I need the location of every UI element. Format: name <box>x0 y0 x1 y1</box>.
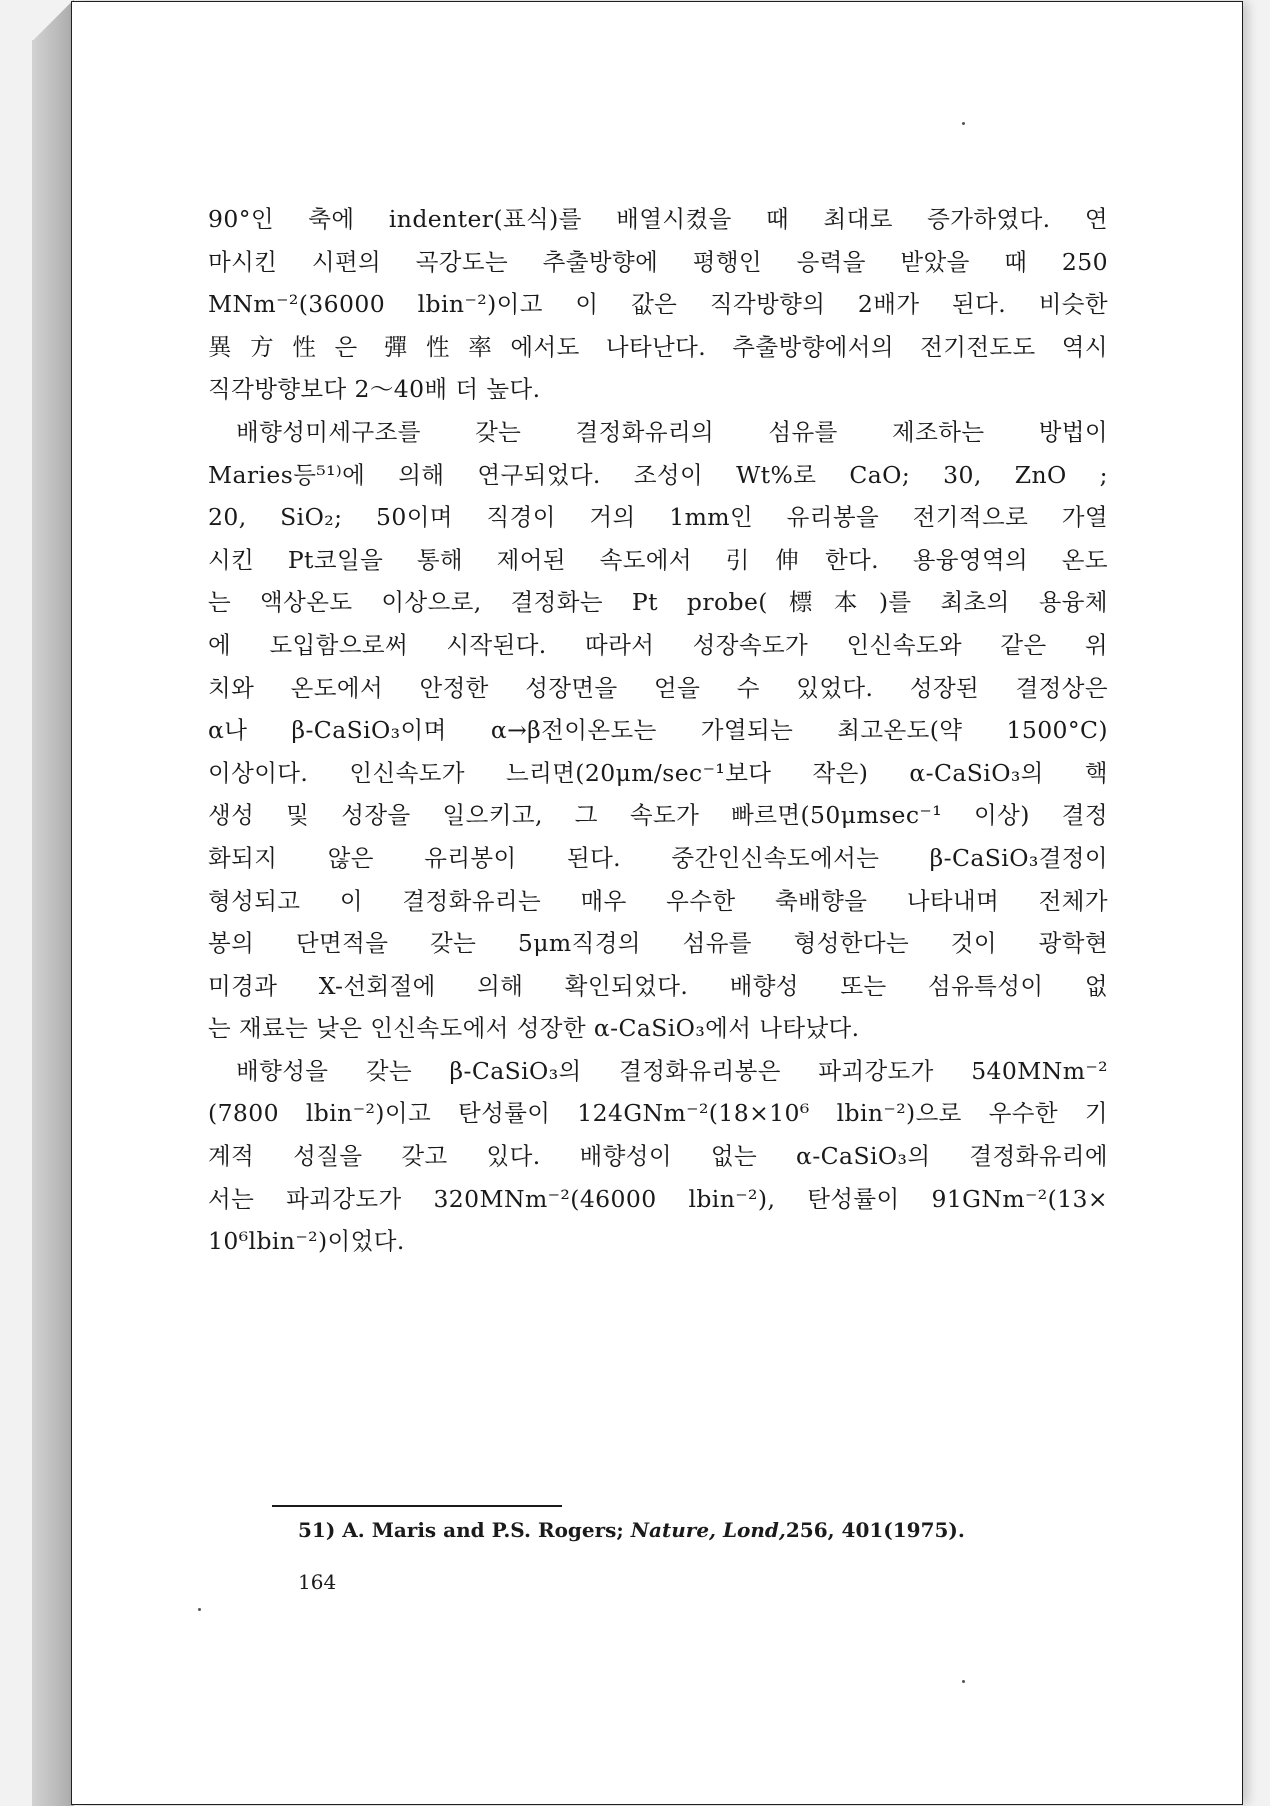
text-line: MNm⁻²(36000 lbin⁻²)이고 이 값은 직각방향의 2배가 된다. 비슷한 <box>208 290 1108 319</box>
text-line: 화되지 않은 유리봉이 된다. 중간인신속도에서는 β-CaSiO₃결정이 <box>208 843 1108 872</box>
text-line: 계적 성질을 갖고 있다. 배향성이 없는 α-CaSiO₃의 결정화유리에 <box>208 1142 1108 1171</box>
text-line: 이상이다. 인신속도가 느리면(20μm/sec⁻¹보다 작은) α-CaSiO₃의 핵 <box>208 758 1108 787</box>
footnote-authors: 51) A. Maris and P.S. Rogers; <box>298 1518 631 1542</box>
text-line: Maries등⁵¹⁾에 의해 연구되었다. 조성이 Wt%로 CaO; 30, ZnO ; <box>208 460 1108 489</box>
text-line: 배향성을 갖는 β-CaSiO₃의 결정화유리봉은 파괴강도가 540MNm⁻² <box>236 1056 1108 1085</box>
text-line: 마시킨 시편의 곡강도는 추출방향에 평행인 응력을 받았을 때 250 <box>208 247 1108 276</box>
text-line: 직각방향보다 2～40배 더 높다. <box>208 375 541 404</box>
book-spine-edge <box>32 0 74 1806</box>
text-line: 배향성미세구조를 갖는 결정화유리의 섬유를 제조하는 방법이 <box>236 417 1108 446</box>
footnote-citation: 256, 401(1975). <box>785 1518 965 1542</box>
text-line: α나 β-CaSiO₃이며 α→β전이온도는 가열되는 최고온도(약 1500°C) <box>208 716 1108 745</box>
text-line: 서는 파괴강도가 320MNm⁻²(46000 lbin⁻²), 탄성률이 91GNm⁻²(13× <box>208 1184 1108 1213</box>
text-line: (7800 lbin⁻²)이고 탄성률이 124GNm⁻²(18×10⁶ lbin⁻²)으로 우수한 기 <box>208 1099 1108 1128</box>
scan-speck <box>962 1680 965 1683</box>
text-line: 봉의 단면적을 갖는 5μm직경의 섬유를 형성한다는 것이 광학현 <box>208 929 1108 958</box>
text-line: 에 도입함으로써 시작된다. 따라서 성장속도가 인신속도와 같은 위 <box>208 630 1108 659</box>
text-line: 는 재료는 낮은 인신속도에서 성장한 α-CaSiO₃에서 나타났다. <box>208 1014 860 1043</box>
text-line: 시킨 Pt코일을 통해 제어된 속도에서 引伸한다. 용융영역의 온도 <box>208 545 1108 574</box>
paragraph-3 <box>208 1050 1108 1263</box>
paragraph-1 <box>208 198 1108 411</box>
book-corner <box>32 0 74 40</box>
scan-speck <box>198 1608 201 1611</box>
text-line: 는 액상온도 이상으로, 결정화는 Pt probe(標本)를 최초의 용융체 <box>208 588 1108 617</box>
text-line: 20, SiO₂; 50이며 직경이 거의 1mm인 유리봉을 전기적으로 가열 <box>208 503 1108 532</box>
footnote <box>298 1518 1198 1542</box>
text-line: 90°인 축에 indenter(표식)를 배열시켰을 때 최대로 증가하였다. 연 <box>208 205 1108 233</box>
footnote-journal: Nature, Lond, <box>630 1518 786 1542</box>
footnote-divider <box>272 1505 562 1507</box>
scan-speck <box>962 122 965 125</box>
text-line: 형성되고 이 결정화유리는 매우 우수한 축배향을 나타내며 전체가 <box>208 886 1108 915</box>
text-line: 치와 온도에서 안정한 성장면을 얻을 수 있었다. 성장된 결정상은 <box>208 673 1108 702</box>
text-line: 10⁶lbin⁻²)이었다. <box>208 1227 405 1256</box>
text-line: 異方性은 彈性率에서도 나타난다. 추출방향에서의 전기전도도 역시 <box>208 332 1108 361</box>
text-line: 생성 및 성장을 일으키고, 그 속도가 빠르면(50μmsec⁻¹ 이상) 결정 <box>208 801 1108 830</box>
body-text <box>208 198 1108 1263</box>
paragraph-2 <box>208 411 1108 1050</box>
text-line: 미경과 X-선회절에 의해 확인되었다. 배향성 또는 섬유특성이 없 <box>208 971 1108 1000</box>
page-number: 164 <box>298 1570 337 1594</box>
